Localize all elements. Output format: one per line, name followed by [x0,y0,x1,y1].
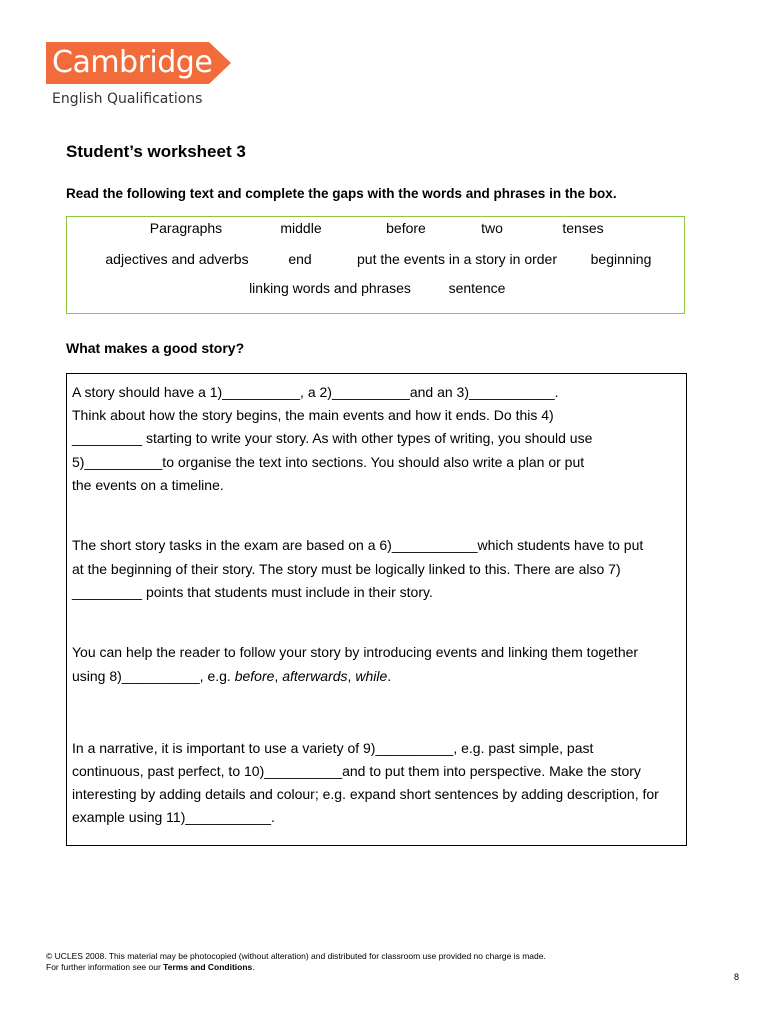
story-line [72,668,391,684]
copyright-line: © UCLES 2008. This material may be photocopied (without alteration) and distributed for classroom use provided no charge is made. [46,951,546,961]
page-title: Student’s worksheet 3 [66,142,246,161]
story-line: 5)__________to organise the text into sections. You should also write a plan or put [72,454,585,470]
word-item: put the events in a story in order [357,251,557,267]
page-number: 8 [734,972,740,982]
story-line: the events on a timeline. [72,477,224,493]
word-item: Paragraphs [149,220,223,236]
terms-link[interactable]: Terms and Conditions [163,962,253,972]
example-word: afterwards [282,668,348,684]
story-line: _________ starting to write your story. As with other types of writing, you should use [72,430,593,446]
word-item: linking words and phrases [249,280,411,296]
story-line: A story should have a 1)__________, a 2)__________and an 3)___________. [72,384,559,400]
word-item: adjectives and adverbs [105,251,249,267]
terms-prefix: For further information see our [46,962,164,972]
logo-subtitle: English Qualifications [52,91,203,107]
story-line-text: , [347,668,356,684]
story-line: In a narrative, it is important to use a variety of 9)__________, e.g. past simple, past [72,740,594,756]
story-line: Think about how the story begins, the main events and how it ends. Do this 4) [72,407,554,423]
story-line-text: , [274,668,283,684]
story-line-text: . [387,668,392,684]
word-item: beginning [590,251,652,267]
story-line-text: using 8)__________, e.g. [72,668,235,684]
story-line: interesting by adding details and colour; e.g. expand short sentences by adding description, for [72,786,659,802]
copyright-footer [46,951,546,973]
word-item: before [386,220,426,236]
section-heading: What makes a good story? [66,340,245,356]
word-item: end [288,251,312,267]
example-word: while [355,668,388,684]
story-line: You can help the reader to follow your story by introducing events and linking them together [72,644,639,660]
terms-line [46,962,546,973]
word-item: sentence [448,280,506,296]
word-item: two [481,220,503,236]
instruction-text: Read the following text and complete the gaps with the words and phrases in the box. [66,186,617,201]
story-line: The short story tasks in the exam are based on a 6)___________which students have to put [72,537,644,553]
word-item: middle [280,220,322,236]
story-line: at the beginning of their story. The story must be logically linked to this. There are also 7) [72,561,621,577]
example-word: before [234,668,275,684]
story-line: continuous, past perfect, to 10)__________and to put them into perspective. Make the story [72,763,641,779]
word-item: tenses [562,220,604,236]
terms-suffix: . [252,962,255,972]
story-line: example using 11)___________. [72,809,275,825]
story-line: _________ points that students must include in their story. [72,584,433,600]
logo-wordmark: Cambridge [52,45,213,80]
